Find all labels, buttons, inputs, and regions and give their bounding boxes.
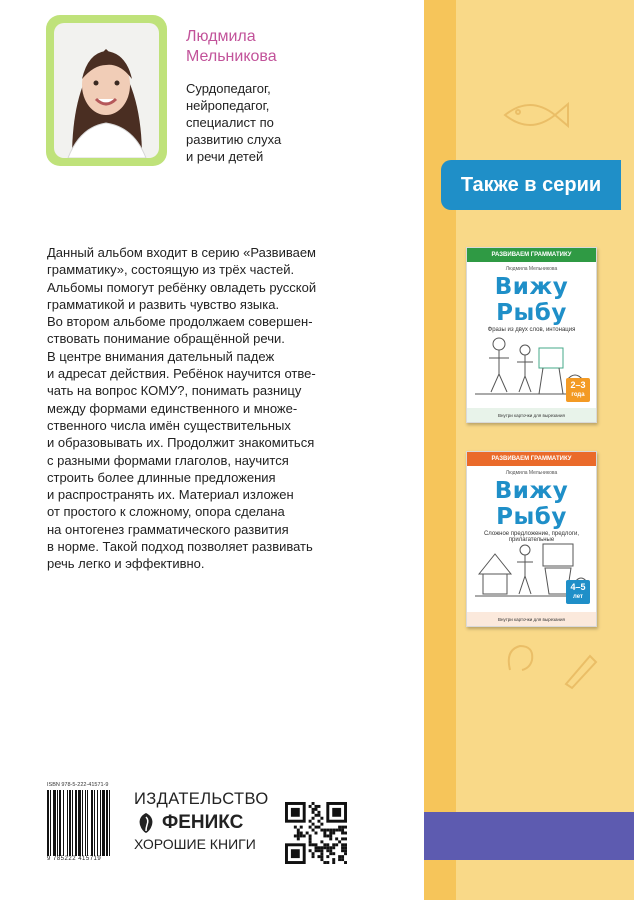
cover-bottom-bar: Внутри карточки для вырезания — [467, 612, 596, 626]
ean-digits: 9 785222 415719 — [47, 856, 102, 862]
bottom-band — [424, 812, 634, 860]
publisher-logo — [134, 790, 274, 852]
desc-line: Сурдопедагог, — [186, 81, 271, 96]
publisher-label: ИЗДАТЕЛЬСТВО — [134, 790, 269, 808]
qr-code-icon — [285, 802, 347, 864]
text-line: чать на вопрос КОМУ?, понимать разницу — [47, 383, 302, 399]
cover-series-bar: РАЗВИВАЕМ ГРАММАТИКУ — [467, 452, 596, 466]
author-first-name: Людмила — [186, 28, 256, 45]
fish-doodle-icon — [500, 90, 570, 140]
cover-bottom-bar: Внутри карточки для вырезания — [467, 408, 596, 422]
age-unit: лет — [573, 594, 583, 600]
series-label: Также в серии — [441, 160, 621, 210]
text-line: с разными формами глаголов, научится — [47, 452, 289, 468]
text-line: ственного числа имён существительных — [47, 417, 291, 433]
cover-title: Вижу Рыбу — [494, 274, 569, 326]
author-name — [186, 27, 277, 67]
cover-series-bar: РАЗВИВАЕМ ГРАММАТИКУ — [467, 248, 596, 262]
pencil-doodle-icon — [560, 650, 600, 690]
text-line: ствовать понимание обращённой речи. — [47, 331, 285, 347]
text-line: строить более длинные предложения — [47, 469, 276, 485]
text-line: Альбомы помогут ребёнку овладеть русской — [47, 279, 317, 295]
cover-author: Людмила Мельникова — [505, 470, 558, 476]
portrait-icon — [54, 23, 159, 158]
barcode — [47, 782, 127, 870]
ear-doodle-icon — [500, 640, 540, 680]
text-line: в норме. Такой подход позволяет развивать — [47, 539, 313, 555]
age-number: 4–5 — [570, 582, 586, 592]
publisher-name: ФЕНИКС — [162, 812, 244, 833]
cover-subtitle: Фразы из двух слов, интонация — [487, 327, 576, 333]
text-line: грамматикой и развить чувство языка. — [47, 296, 280, 312]
desc-line: и речи детей — [186, 149, 264, 164]
cover-age-badge — [566, 580, 590, 604]
text-line: В центре внимания дательный падеж — [47, 348, 275, 364]
text-line: и распространять их. Материал изложен — [47, 487, 294, 503]
desc-line: развитию слуха — [186, 132, 282, 147]
cover-age-badge — [566, 378, 590, 402]
text-line: грамматику», состоящую из трёх частей. — [47, 262, 295, 278]
isbn-text: ISBN 978-5-222-41571-9 — [47, 782, 109, 788]
cover-subtitle: Сложное предложение, предлоги, прилагательные — [483, 531, 580, 543]
author-photo — [54, 23, 159, 158]
text-line: от простого к сложному, опора сделана — [47, 504, 285, 520]
age-number: 2–3 — [570, 380, 586, 390]
barcode-bars — [47, 790, 127, 856]
book-description — [47, 244, 417, 573]
text-line: между формами единственного и множе- — [47, 400, 298, 416]
text-line: Во втором альбоме продолжаем совершен- — [47, 314, 313, 330]
author-last-name: Мельникова — [186, 48, 277, 65]
text-line: речь легко и эффективно. — [47, 556, 205, 572]
cover-title: Вижу Рыбу — [494, 478, 569, 530]
publisher-slogan: ХОРОШИЕ КНИГИ — [134, 836, 256, 852]
text-line: и образовывать их. Продолжит знакомиться — [47, 435, 315, 451]
book-cover-2 — [466, 451, 597, 627]
book-cover-1 — [466, 247, 597, 423]
desc-line: нейропедагог, — [186, 98, 270, 113]
age-unit: года — [571, 392, 585, 398]
cover-author: Людмила Мельникова — [505, 266, 558, 272]
author-description — [186, 80, 281, 165]
text-line: и адресат действия. Ребёнок научится отве- — [47, 366, 316, 382]
phoenix-icon — [134, 811, 158, 835]
text-line: Данный альбом входит в серию «Развиваем — [47, 245, 316, 260]
desc-line: специалист по — [186, 115, 274, 130]
text-line: на онтогенез грамматического развития — [47, 521, 289, 537]
